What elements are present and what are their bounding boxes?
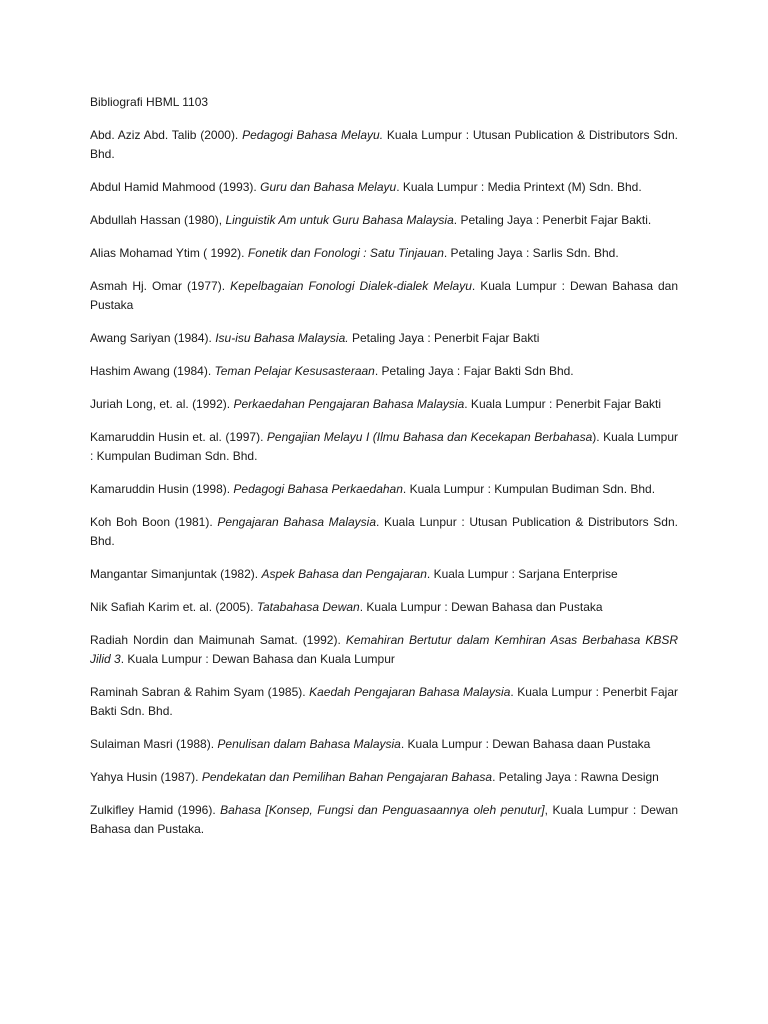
entry-work-title: Pengajaran Bahasa Malaysia (217, 515, 377, 529)
entry-publisher: ). Kuala Lumpur : Kumpulan Budiman Sdn. Bhd. (90, 430, 678, 463)
entry-author: Radiah Nordin dan Maimunah Samat. (1992). (90, 633, 341, 647)
bibliography-entry (90, 277, 678, 315)
bibliography-entry (90, 735, 678, 754)
entry-author: Awang Sariyan (1984). (90, 331, 212, 345)
bibliography-entry (90, 565, 678, 584)
entry-work-title: Pedagogi Bahasa Melayu. (242, 128, 384, 142)
entry-publisher: . Petaling Jaya : Sarlis Sdn. Bhd. (443, 246, 619, 260)
bibliography-entry (90, 428, 678, 466)
entry-author: Abdullah Hassan (1980), (90, 213, 223, 227)
entry-author: Alias Mohamad Ytim ( 1992). (90, 246, 245, 260)
entry-publisher: Petaling Jaya : Penerbit Fajar Bakti (351, 331, 540, 345)
bibliography-entry (90, 513, 678, 551)
bibliography-entry (90, 126, 678, 164)
entry-work-title: Pengajian Melayu I (Ilmu Bahasa dan Kecekapan Berbahasa (266, 430, 593, 444)
document-title: Bibliografi HBML 1103 (90, 95, 209, 109)
bibliography-entry (90, 768, 678, 787)
entry-publisher: . Kuala Lumpur : Sarjana Enterprise (426, 567, 618, 581)
bibliography-entry (90, 631, 678, 669)
bibliography-entry (90, 362, 678, 381)
entry-publisher: . Petaling Jaya : Penerbit Fajar Bakti. (453, 213, 652, 227)
entry-author: Koh Boh Boon (1981). (90, 515, 213, 529)
entry-publisher: . Petaling Jaya : Rawna Design (492, 770, 659, 784)
bibliography-entry (90, 329, 678, 348)
entry-work-title: Teman Pelajar Kesusasteraan (214, 364, 375, 378)
entry-work-title: Pedagogi Bahasa Perkaedahan (233, 482, 403, 496)
bibliography-entry (90, 683, 678, 721)
bibliography-entry (90, 801, 678, 839)
entry-work-title: Kemahiran Bertutur dalam Kemhiran Asas Berbahasa KBSR Jilid 3 (90, 633, 679, 666)
entry-author: Zulkifley Hamid (1996). (90, 803, 216, 817)
entry-publisher: . Kuala Lumpur : Dewan Bahasa dan Kuala Lumpur (120, 652, 395, 666)
entry-author: Hashim Awang (1984). (90, 364, 212, 378)
entry-work-title: Guru dan Bahasa Melayu (260, 180, 397, 194)
entry-publisher: . Kuala Lumpur : Penerbit Fajar Bakti (464, 397, 662, 411)
entry-publisher: . Kuala Lumpur : Penerbit Fajar Bakti Sdn. Bhd. (90, 685, 678, 718)
entry-work-title: Aspek Bahasa dan Pengajaran (261, 567, 427, 581)
entry-publisher: . Kuala Lumpur : Dewan Bahasa dan Pustaka (359, 600, 603, 614)
bibliography-entry (90, 211, 678, 230)
entry-work-title: Tatabahasa Dewan (256, 600, 360, 614)
bibliography-entry (90, 178, 678, 197)
bibliography-entry (90, 395, 678, 414)
entry-publisher: , Kuala Lumpur : Dewan Bahasa dan Pustaka. (90, 803, 678, 836)
entry-work-title: Perkaedahan Pengajaran Bahasa Malaysia (233, 397, 465, 411)
entry-work-title: Kepelbagaian Fonologi Dialek-dialek Melayu (230, 279, 472, 293)
entry-author: Kamaruddin Husin et. al. (1997). (90, 430, 264, 444)
entry-publisher: . Kuala Lumpur : Dewan Bahasa dan Pustaka (90, 279, 679, 312)
bibliography-entry (90, 480, 678, 499)
entry-author: Raminah Sabran & Rahim Syam (1985). (90, 685, 306, 699)
entry-author: Juriah Long, et. al. (1992). (90, 397, 231, 411)
bibliography-entry (90, 598, 678, 617)
entry-work-title: Fonetik dan Fonologi : Satu Tinjauan (247, 246, 444, 260)
entry-publisher: . Kuala Lunpur : Utusan Publication & Distributors Sdn. Bhd. (90, 515, 678, 548)
entry-publisher: . Petaling Jaya : Fajar Bakti Sdn Bhd. (374, 364, 574, 378)
entry-work-title: Penulisan dalam Bahasa Malaysia (217, 737, 401, 751)
entry-author: Asmah Hj. Omar (1977). (90, 279, 226, 293)
entry-work-title: Isu-isu Bahasa Malaysia. (215, 331, 349, 345)
bibliography-list (90, 126, 678, 839)
entry-author: Sulaiman Masri (1988). (90, 737, 215, 751)
entry-author: Abd. Aziz Abd. Talib (2000). (90, 128, 239, 142)
entry-work-title: Linguistik Am untuk Guru Bahasa Malaysia (225, 213, 454, 227)
entry-publisher: . Kuala Lumpur : Kumpulan Budiman Sdn. Bhd. (402, 482, 656, 496)
entry-work-title: Bahasa [Konsep, Fungsi dan Penguasaannya oleh penutur] (220, 803, 545, 817)
entry-work-title: Pendekatan dan Pemilihan Bahan Pengajaran Bahasa (201, 770, 493, 784)
entry-author: Mangantar Simanjuntak (1982). (90, 567, 259, 581)
entry-work-title: Kaedah Pengajaran Bahasa Malaysia (309, 685, 511, 699)
entry-publisher: . Kuala Lumpur : Dewan Bahasa daan Pustaka (400, 737, 651, 751)
entry-author: Yahya Husin (1987). (90, 770, 199, 784)
entry-publisher: . Kuala Lumpur : Media Printext (M) Sdn. Bhd. (396, 180, 642, 194)
bibliography-entry (90, 244, 678, 263)
entry-author: Abdul Hamid Mahmood (1993). (90, 180, 257, 194)
entry-publisher: Kuala Lumpur : Utusan Publication & Distributors Sdn. Bhd. (90, 128, 678, 161)
entry-author: Kamaruddin Husin (1998). (90, 482, 231, 496)
entry-author: Nik Safiah Karim et. al. (2005). (90, 600, 254, 614)
